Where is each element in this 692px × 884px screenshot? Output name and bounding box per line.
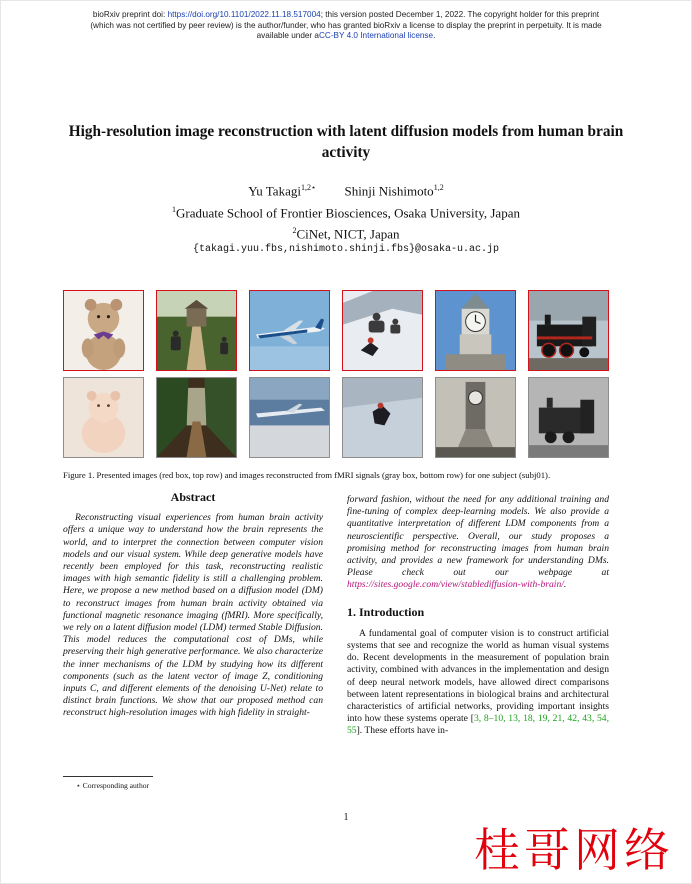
left-column — [63, 491, 323, 720]
introduction-heading: 1. Introduction — [347, 604, 425, 619]
author-affiliation-mark: 1,2 — [433, 183, 444, 192]
presented-image-teddy-bear — [63, 290, 144, 371]
paper-title: High-resolution image reconstruction with latent diffusion models from human brain activity — [68, 123, 624, 161]
author-list — [0, 183, 692, 199]
notice-line2: (which was not certified by peer review) is the author/funder, who has granted bioRxiv a license to display the preprint in perpetuity. It is made — [90, 20, 602, 30]
figure-caption: Figure 1. Presented images (red box, top row) and images reconstructed from fMRI signals (gray box, bottom row) for one subject (subj01). — [63, 470, 551, 480]
footnote-corresponding-author: ⋆ Corresponding author — [76, 781, 150, 790]
affiliation-mark: 1 — [172, 205, 177, 214]
preprint-notice — [40, 10, 652, 42]
doi-link[interactable]: https://doi.org/10.1101/2022.11.18.517004 — [167, 10, 321, 19]
license-link[interactable]: CC-BY 4.0 International license — [319, 31, 434, 41]
presented-image-snow-person — [342, 290, 423, 371]
page-number: 1 — [343, 812, 349, 823]
notice-line1-suffix: ; this version posted December 1, 2022. The copyright holder for this preprint — [320, 10, 600, 19]
affiliation-mark: 2 — [292, 226, 297, 235]
introduction-body-end: ]. These efforts have in- — [356, 725, 449, 737]
presented-image-garden-path — [156, 290, 237, 371]
right-column — [347, 494, 609, 738]
presented-image-steam-locomotive — [528, 290, 609, 371]
affiliation-text: Graduate School of Frontier Biosciences, Osaka University, Japan — [176, 205, 520, 221]
author-affiliation-mark: 1,2⋆ — [300, 183, 316, 192]
reconstructed-image-airplane — [249, 377, 330, 458]
figure-1 — [63, 290, 611, 460]
author-name: Shinji Nishimoto — [344, 183, 434, 199]
citation-links[interactable]: 3, 8–10, 13, 18, 19, 21, 42, 43, 54, 55 — [347, 713, 609, 737]
introduction-text — [347, 628, 609, 738]
abstract-continued — [347, 494, 609, 592]
reconstructed-image-clock-tower — [435, 377, 516, 458]
abstract-end: . — [563, 579, 567, 591]
abstract-continued-text: forward fashion, without the need for any additional training and fine-tuning of complex deep-learning models. We also provide a quantitative interpretation of different LDM components from a neuroscientific perspective. Overall, our study proposes a promising method for reconstructing images from human brain activity, and provides a new framework for understanding DMs. Please check out our webpage at — [347, 494, 609, 579]
presented-image-airplane — [249, 290, 330, 371]
reconstructed-image-snow-figure — [342, 377, 423, 458]
reconstructed-image-teddy-bear — [63, 377, 144, 458]
affiliation-text: CiNet, NICT, Japan — [296, 226, 400, 242]
affiliation-line — [0, 205, 692, 221]
presented-image-clock-tower — [435, 290, 516, 371]
project-webpage-link[interactable]: https://sites.google.com/view/stablediffusion-with-brain/ — [347, 579, 564, 591]
reconstructed-image-locomotive — [528, 377, 609, 458]
notice-line3-suffix: . — [433, 31, 436, 41]
reconstructed-image-tree-path — [156, 377, 237, 458]
author-name: Yu Takagi — [248, 183, 301, 199]
notice-line3-prefix: available under a — [256, 31, 319, 41]
introduction-body: A fundamental goal of computer vision is to construct artificial systems that see and recognize the world as human visual systems do. Recent developments in the measurement of population brain activity, combined with advances in the implementation and design of deep neural network models, have allowed direct comparisons between latent representations in biological brains and architectural characteristics of artificial networks, providing important insights into how these systems operate [ — [347, 627, 609, 725]
abstract-text: Reconstructing visual experiences from human brain activity offers a unique way to understand how the brain represents the world, and to interpret the connection between computer vision models and our visual system. While deep generative models have recently been employed for this task, reconstructing realistic images with high semantic fidelity is still a challenging problem. Here, we propose a new method based on a diffusion model (DM) to reconstruct images from human brain activity obtained via functional magnetic resonance imaging (fMRI). More specifically, we rely on a latent diffusion model (LDM) termed Stable Diffusion. This model reduces the computational cost of DMs, while preserving their high generative performance. We also characterize the inner mechanisms of the LDM by studying how its different components (such as the latent vector of image Z, conditioning inputs C, and different elements of the denoising U-Net) relate to distinct brain functions. We show that our proposed method can reconstruct high-resolution images with high fidelity in straight- — [63, 512, 323, 719]
author-email: {takagi.yuu.fbs,nishimoto.shinji.fbs}@osaka-u.ac.jp — [192, 244, 500, 255]
watermark: 桂哥网络 — [474, 823, 674, 877]
notice-prefix: bioRxiv preprint doi: — [92, 10, 166, 19]
footnote-rule — [63, 776, 153, 777]
abstract-heading: Abstract — [170, 490, 216, 504]
affiliation-line — [0, 226, 692, 242]
